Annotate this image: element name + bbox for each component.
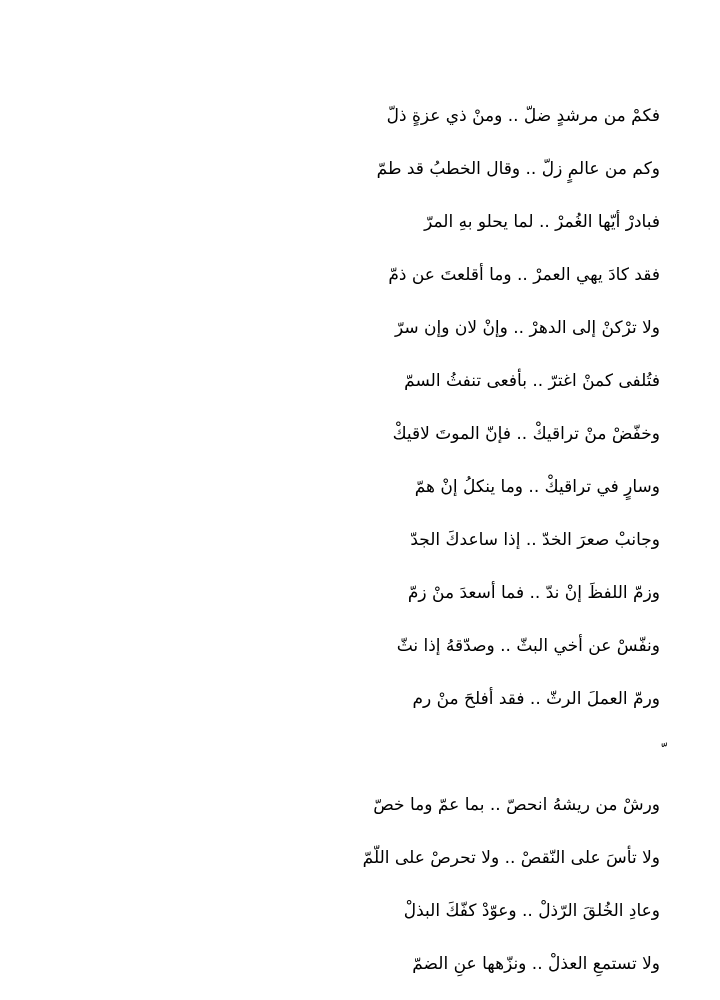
- verse-line: ونفّسْ عن أخي البثّ .. وصدّقهُ إذا نثّ: [396, 636, 660, 656]
- verse-line: فكمْ من مرشدٍ ضلّ .. ومنْ ذي عزةٍ ذلّ: [386, 106, 660, 126]
- verse-line: وعادِ الخُلقَ الرّذلْ .. وعوّدْ كفّكَ البذلْ: [403, 901, 660, 921]
- verse-line: فتُلفى كمنْ اغترّ .. بأفعى تنفثُ السمّ: [404, 371, 660, 391]
- verse-line: ولا تستمعِ العذلْ .. ونزّهها عنِ الضمّ: [412, 954, 660, 974]
- verse-line: وخفّضْ منْ تراقيكْ .. فإنّ الموتَ لاقيكْ: [392, 424, 660, 444]
- verse-line: وكم من عالمٍ زلّ .. وقال الخطبُ قد طمّ: [376, 159, 660, 179]
- verse-line: ورشْ من ريشهُ انحصّ .. بما عمّ وما خصّ: [373, 795, 660, 815]
- verse-line: فبادرْ أيّها الغُمرْ .. لما يحلو بهِ المرّ: [424, 212, 660, 232]
- poem: [100, 98, 660, 999]
- verse-line: ولا تأسَ على النّقصْ .. ولا تحرصْ على اللّمّ: [362, 848, 660, 868]
- verse-line: وزمّ اللفظَ إنْ ندّ .. فما أسعدَ منْ زمّ: [407, 583, 660, 603]
- verse-line: وسارٍ في تراقيكْ .. وما ينكلُ إنْ همّ: [414, 477, 660, 497]
- verse-line: وجانبْ صعرَ الخدّ .. إذا ساعدكَ الجدّ: [410, 530, 660, 550]
- verse-line: [100, 734, 660, 787]
- verse-line: فقد كادَ يهي العمرْ .. وما أقلعتَ عن ذمّ: [388, 265, 660, 285]
- verse-line: ورمّ العملَ الرثّ .. فقد أفلحَ منْ رم: [412, 689, 660, 709]
- verse-line: ولا ترْكنْ إلى الدهرْ .. وإنْ لان وإن سرّ: [395, 318, 660, 338]
